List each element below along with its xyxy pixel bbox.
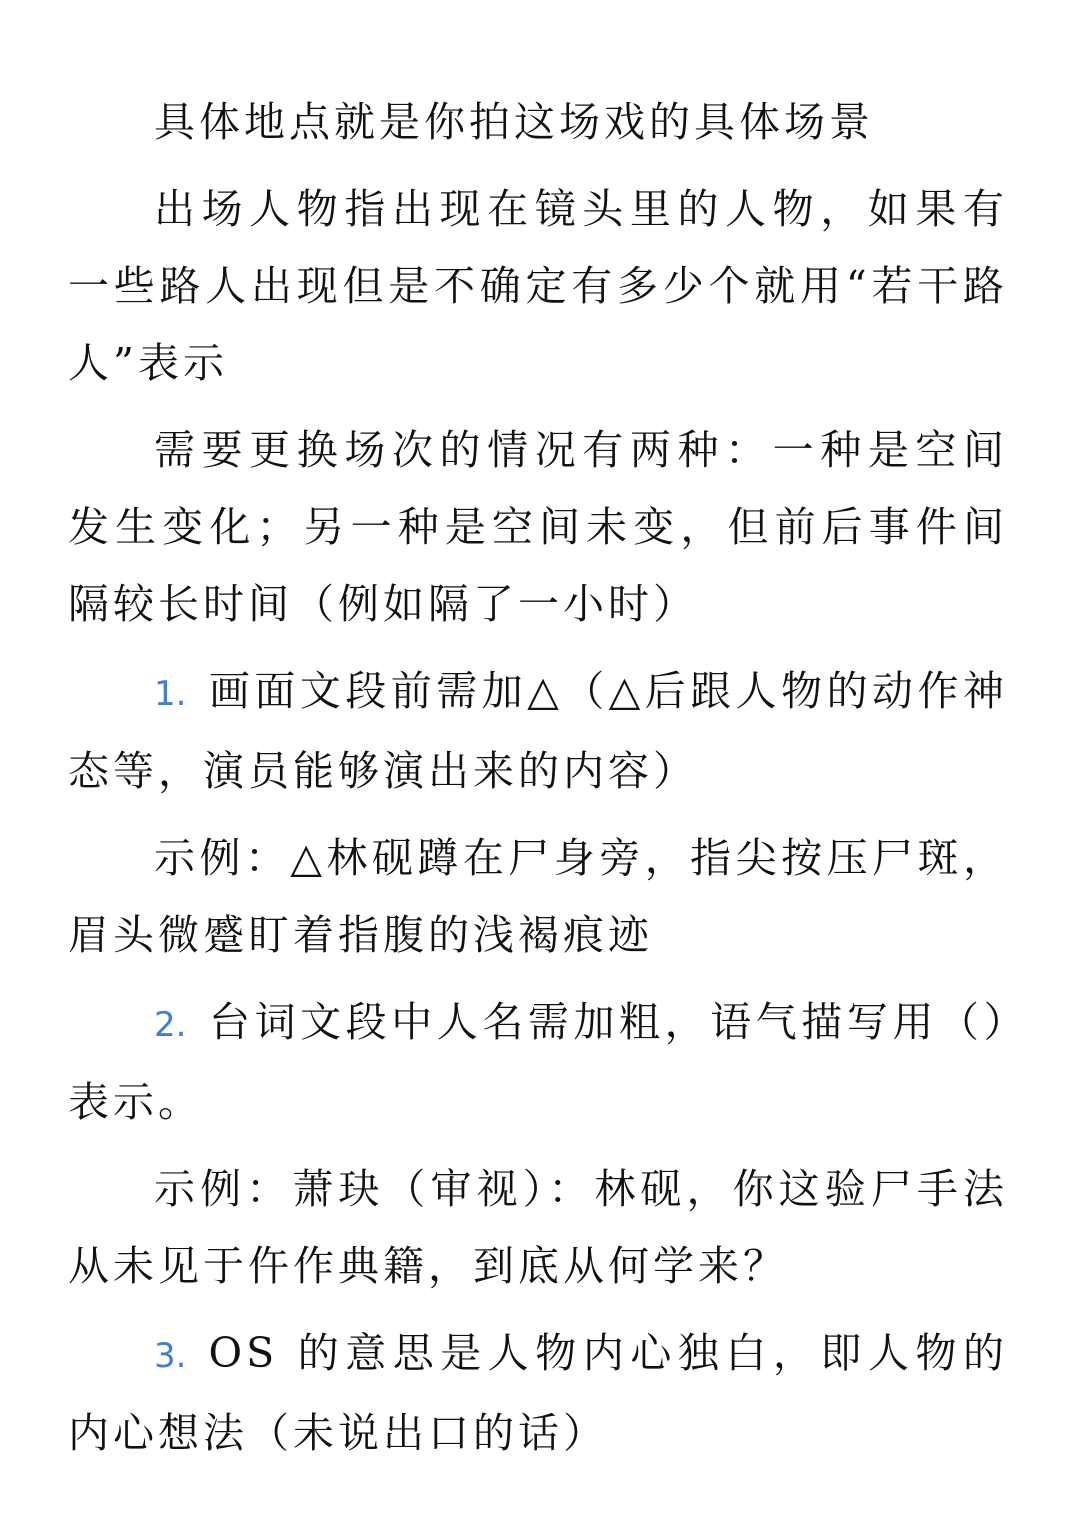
list-item-1	[68, 653, 1008, 810]
list-item-2-text: 台词文段中人名需加粗，语气描写用（）表示。	[68, 998, 1008, 1126]
list-number-2: 2.	[154, 1005, 187, 1045]
list-number-1: 1.	[154, 674, 187, 714]
example-2: 示例：萧玦（审视）：林砚，你这验尸手法从未见于仵作典籍，到底从何学来？	[68, 1165, 1008, 1290]
paragraph-characters: 出场人物指出现在镜头里的人物，如果有一些路人出现但是不确定有多少个就用“若干路人”表示	[68, 185, 1008, 387]
list-item-3-text: OS 的意思是人物内心独白，即人物的内心想法（未说出口的话）	[68, 1329, 1008, 1457]
list-number-3: 3.	[154, 1336, 187, 1376]
document-body	[68, 84, 1008, 1472]
paragraph-scene-change: 需要更换场次的情况有两种：一种是空间发生变化；另一种是空间未变，但前后事件间隔较长时间（例如隔了一小时）	[68, 426, 1008, 628]
list-item-2	[68, 984, 1008, 1141]
list-item-1-text: 画面文段前需加△（△后跟人物的动作神态等，演员能够演出来的内容）	[68, 667, 1008, 795]
list-item-3	[68, 1315, 1008, 1472]
paragraph-location: 具体地点就是你拍这场戏的具体场景	[154, 98, 874, 146]
example-1: 示例：△林砚蹲在尸身旁，指尖按压尸斑，眉头微蹙盯着指腹的浅褐痕迹	[68, 834, 1008, 959]
